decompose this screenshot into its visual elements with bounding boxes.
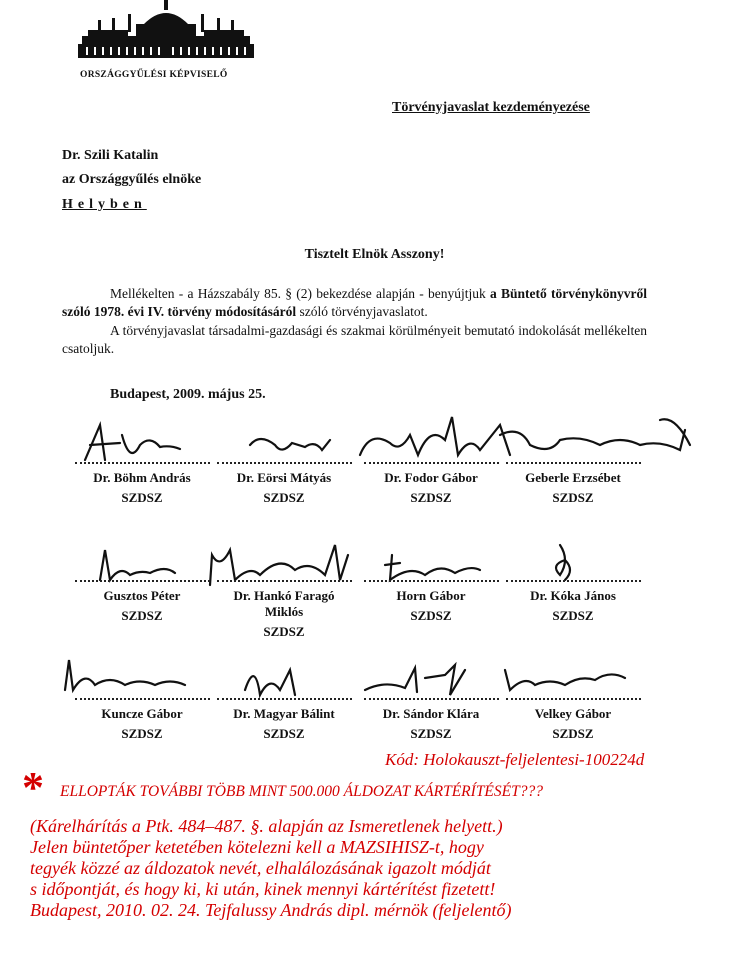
signatory-party: SZDSZ [410,608,452,623]
signatory-name: Dr. Magyar Bálint [233,706,335,721]
signature-scribbles-row-3 [55,650,645,705]
body-bold-text: a Büntető törvénykönyvről szóló 1978. évi IV. törvény módosításáról [62,286,648,319]
signature-block [67,698,217,742]
signatory-party: SZDSZ [263,726,305,741]
signatory-name: Kuncze Gábor [101,706,183,721]
signatory-party: SZDSZ [552,608,594,623]
signatory-name-line1: Dr. Hankó Faragó [233,588,335,603]
letterhead-caption: ORSZÁGGYŰLÉSI KÉPVISELŐ [80,70,228,80]
signature-line [364,580,499,582]
signatory-party: SZDSZ [121,490,163,505]
signature-block [498,580,648,624]
signatory-name: Geberle Erzsébet [525,470,621,485]
signature-block [67,462,217,506]
addressee-name: Dr. Szili Katalin [62,148,159,163]
signatory-party: SZDSZ [410,490,452,505]
annotation-line: tegyék közzé az áldozatok nevét, elhalálozásának igazolt módját [30,858,491,878]
signature-block [356,580,506,624]
signature-line [506,462,641,464]
signature-block [67,580,217,624]
annotation-line: Budapest, 2010. 02. 24. Tejfalussy András dipl. mérnök (feljelentő) [30,900,512,920]
salutation: Tisztelt Elnök Asszony! [304,247,445,262]
signature-block [498,698,648,742]
signature-scribbles-row-1 [60,405,700,470]
signature-line [217,462,352,464]
parliament-building-icon [78,0,254,62]
annotation-line: s időpontját, és hogy ki, ki után, kinek mennyi kártérítést fizetett! [30,879,496,899]
signatory-name: Gusztos Péter [103,588,181,603]
signature-line [75,462,210,464]
signature-block [356,462,506,506]
addressee-location: Helyben [62,197,147,212]
signature-block [356,698,506,742]
signatory-party: SZDSZ [121,726,163,741]
signatory-party: SZDSZ [263,490,305,505]
annotation-note [30,816,749,921]
signature-line [217,580,352,582]
signature-line [75,580,210,582]
signature-line [506,580,641,582]
signatory-name: Dr. Eörsi Mátyás [236,470,332,485]
signature-block [209,580,359,640]
signatory-name: Dr. Kóka János [530,588,616,603]
signature-line [75,698,210,700]
subject-line: Törvényjavaslat kezdeményezése [392,100,590,115]
signature-block [209,462,359,506]
body-paragraph-1 [62,285,647,320]
signatory-party: SZDSZ [263,624,305,639]
annotation-alert: ELLOPTÁK TOVÁBBI TÖBB MINT 500.000 ÁLDOZAT KÁRTÉRÍTÉSÉT??? [60,783,543,800]
asterisk-icon: * [22,763,44,812]
signature-line [364,462,499,464]
body-text: Mellékelten - a Házszabály 85. § (2) bekezdése alapján - benyújtjuk [110,286,490,301]
body-text: szóló törvényjavaslatot. [296,303,428,319]
annotation-line: Jelen büntetőper ketetében kötelezni kell a MAZSIHISZ-t, hogy [30,837,484,857]
signatory-name: Velkey Gábor [534,706,612,721]
annotation-code: Kód: Holokauszt-feljelentesi-100224d [385,750,645,769]
addressee-title: az Országgyűlés elnöke [62,172,202,187]
signature-line [217,698,352,700]
signatory-name [209,588,359,620]
parliament-logo [78,0,254,62]
signatory-name: Dr. Sándor Klára [382,706,480,721]
signatory-party: SZDSZ [121,608,163,623]
signatory-party: SZDSZ [552,490,594,505]
signatory-name: Dr. Fodor Gábor [384,470,478,485]
letter-date: Budapest, 2009. május 25. [110,387,266,402]
signature-block [209,698,359,742]
annotation-line: (Kárelhárítás a Ptk. 484–487. §. alapján az Ismeretlenek helyett.) [30,816,503,836]
body-paragraph-2: A törvényjavaslat társadalmi-gazdasági és szakmai körülményeit bemutató indokolását mellékelten csatoljuk. [62,323,647,356]
signature-line [506,698,641,700]
signatory-name-line2: Miklós [264,604,304,619]
signature-block [498,462,648,506]
signatory-name: Dr. Böhm András [93,470,191,485]
signatory-party: SZDSZ [410,726,452,741]
signature-line [364,698,499,700]
signatory-party: SZDSZ [552,726,594,741]
signatory-name: Horn Gábor [396,588,466,603]
